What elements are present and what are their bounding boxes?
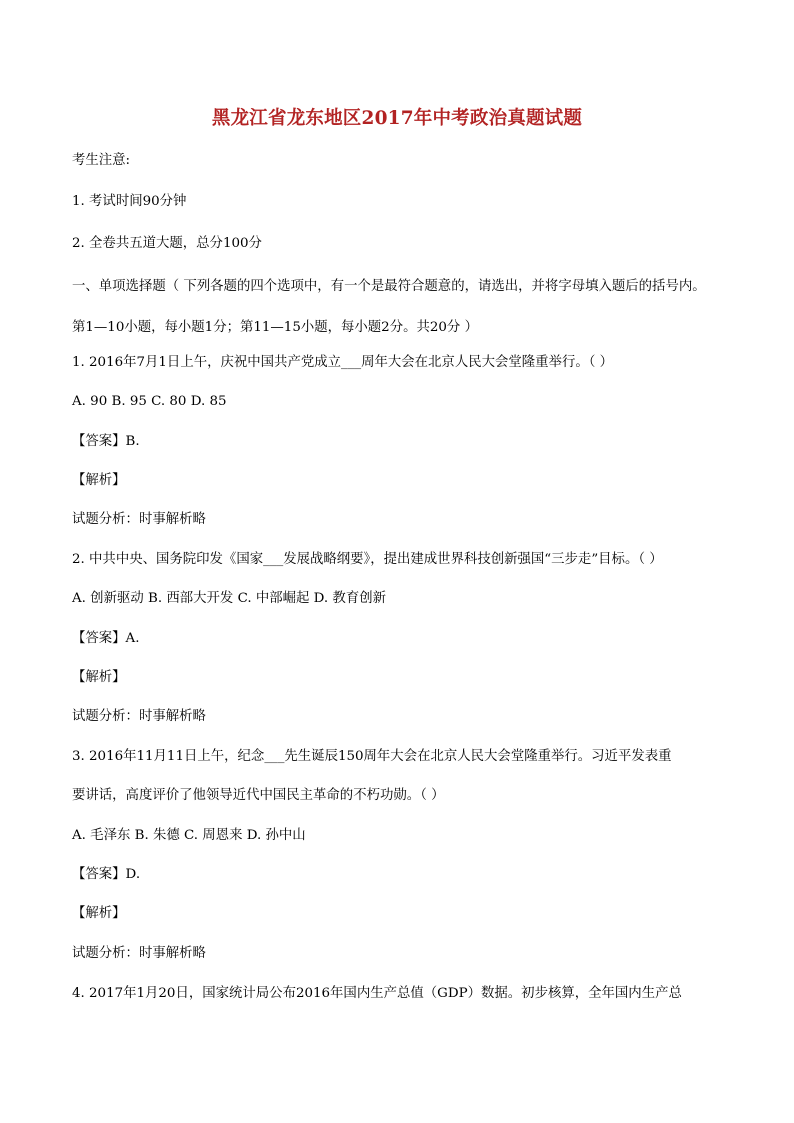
analysis-text: 试题分析：时事解析略 bbox=[72, 709, 206, 724]
question-options: A. 创新驱动 B. 西部大开发 C. 中部崛起 D. 教育创新 bbox=[72, 591, 386, 606]
analysis-label: 【解析】 bbox=[72, 473, 126, 488]
notice-heading: 考生注意: bbox=[72, 153, 131, 168]
question-answer: 【答案】D. bbox=[72, 867, 141, 882]
question-stem: 3. 2016年11月11日上午，纪念___先生诞辰150周年大会在北京人民大会堂隆重举行。习近平发表重 bbox=[72, 749, 672, 764]
analysis-label: 【解析】 bbox=[72, 670, 126, 685]
analysis-label: 【解析】 bbox=[72, 906, 126, 921]
analysis-text: 试题分析：时事解析略 bbox=[72, 946, 206, 961]
question-options: A. 90 B. 95 C. 80 D. 85 bbox=[72, 394, 227, 409]
question-stem: 2. 中共中央、国务院印发《国家___发展战略纲要》，提出建成世界科技创新强国“三步走”目标。（ ） bbox=[72, 552, 663, 567]
question-options: A. 毛泽东 B. 朱德 C. 周恩来 D. 孙中山 bbox=[72, 828, 306, 843]
section-heading: 一、单项选择题（ 下列各题的四个选项中，有一个是最符合题意的，请选出，并将字母填入题后的括号内。 bbox=[72, 279, 706, 294]
question-stem: 4. 2017年1月20日，国家统计局公布2016年国内生产总值（GDP）数据。初步核算，全年国内生产总 bbox=[72, 986, 682, 1001]
section-heading-continued: 第1—10小题，每小题1分；第11—15小题，每小题2分。共20分 ） bbox=[72, 320, 478, 335]
question-answer: 【答案】A. bbox=[72, 631, 140, 646]
notice-item: 1. 考试时间90分钟 bbox=[72, 194, 187, 209]
question-stem-continued: 要讲话，高度评价了他领导近代中国民主革命的不朽功勋。（ ） bbox=[72, 788, 445, 803]
notice-item: 2. 全卷共五道大题，总分100分 bbox=[72, 236, 262, 251]
question-answer: 【答案】B. bbox=[72, 434, 140, 449]
analysis-text: 试题分析：时事解析略 bbox=[72, 512, 206, 527]
question-stem: 1. 2016年7月1日上午，庆祝中国共产党成立___周年大会在北京人民大会堂隆重举行。（ ） bbox=[72, 355, 614, 370]
document-title: 黑龙江省龙东地区2017年中考政治真题试题 bbox=[211, 108, 583, 129]
